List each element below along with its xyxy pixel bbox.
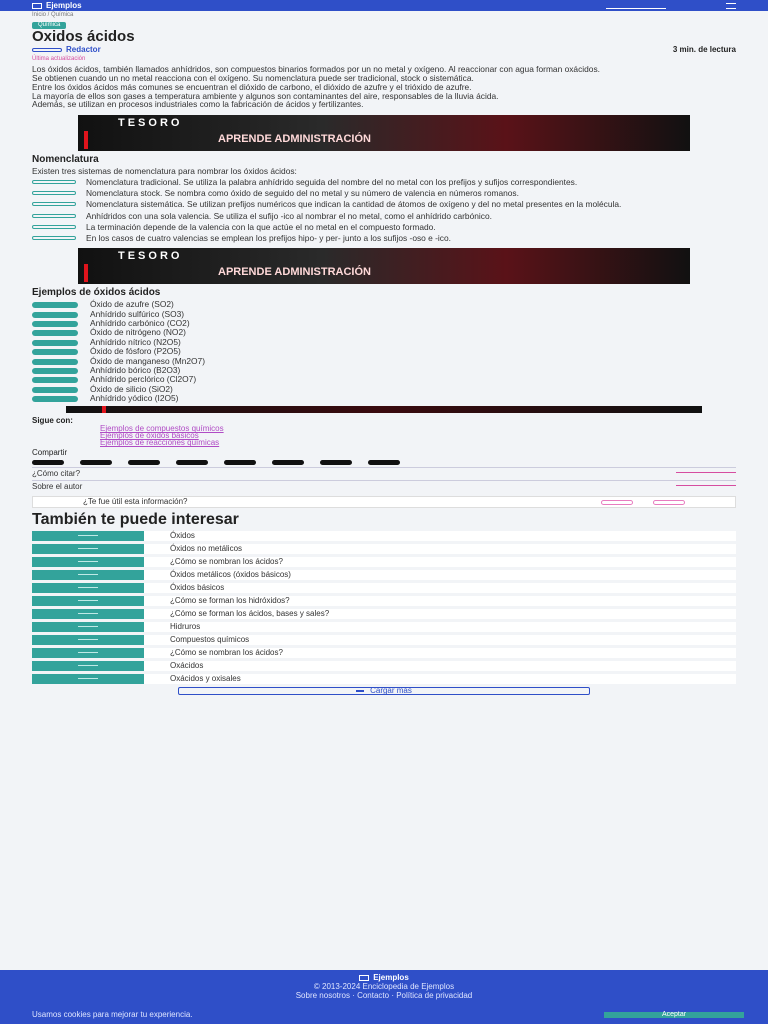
number-badge — [32, 330, 78, 336]
related-item[interactable]: Hidruros — [32, 622, 736, 632]
list-item: Anhídrido perclórico (Cl2O7) — [32, 375, 736, 384]
related-item[interactable]: ¿Cómo se forman los hidróxidos? — [32, 596, 736, 606]
ad-banner[interactable] — [78, 115, 690, 151]
arrow-icon — [78, 613, 98, 616]
nomenclature-intro: Existen tres sistemas de nomenclatura para nombrar los óxidos ácidos: — [32, 166, 297, 177]
ad-subtitle: APRENDE ADMINISTRACIÓN — [218, 266, 371, 279]
arrow-icon — [78, 639, 98, 642]
read-time: 3 min. de lectura — [672, 45, 736, 55]
bullet-icon — [32, 225, 76, 229]
chevron-down-icon — [676, 469, 736, 473]
ad-subtitle: APRENDE ADMINISTRACIÓN — [218, 133, 371, 146]
list-item: Óxido de manganeso (Mn2O7) — [32, 357, 736, 366]
related-list — [32, 531, 736, 684]
arrow-icon — [78, 678, 98, 681]
number-badge — [32, 340, 78, 346]
number-badge — [32, 377, 78, 383]
feedback-box — [32, 496, 736, 508]
arrow-icon — [78, 574, 98, 577]
arrow-icon — [78, 548, 98, 551]
list-item: La terminación depende de la valencia con la que actúe el no metal en el compuesto formado. — [32, 223, 736, 231]
arrow-icon — [78, 665, 98, 668]
arrow-icon — [78, 652, 98, 655]
share-label: Compartir — [32, 448, 68, 458]
bullet-icon — [32, 191, 76, 195]
feedback-question: ¿Te fue útil esta información? — [83, 497, 188, 507]
search-field[interactable] — [606, 3, 666, 9]
related-item[interactable]: Óxidos — [32, 531, 736, 541]
telegram-icon[interactable] — [272, 460, 304, 465]
author-name: Redactor — [66, 45, 101, 55]
menu-icon[interactable] — [726, 3, 736, 9]
list-item: Anhídrido carbónico (CO2) — [32, 319, 736, 328]
about-row[interactable] — [32, 480, 736, 492]
intro-paragraph: Entre los óxidos ácidos más comunes se encuentran el dióxido de carbono, el dióxido de azufre y el trióxido de azufre. — [32, 81, 472, 92]
list-item: Anhídridos con una sola valencia. Se utiliza el sufijo -ico al nombrar el no metal, como el anhídrido carbónico. — [32, 212, 736, 220]
number-badge — [32, 387, 78, 393]
related-item[interactable]: Óxidos no metálicos — [32, 544, 736, 554]
intro-paragraph: La mayoría de ellos son gases a temperatura ambiente y algunos son contaminantes del aire, responsables de la lluvia ácida. — [32, 90, 499, 101]
follow-links — [32, 425, 736, 446]
related-item[interactable]: ¿Cómo se forman los ácidos, bases y sales? — [32, 609, 736, 619]
number-badge — [32, 302, 78, 308]
related-item[interactable]: ¿Cómo se nombran los ácidos? — [32, 648, 736, 658]
cookie-banner — [32, 1008, 744, 1022]
related-item[interactable]: Óxidos básicos — [32, 583, 736, 593]
arrow-icon — [78, 561, 98, 564]
list-item: Óxido de silicio (SiO2) — [32, 385, 736, 394]
list-item: En los casos de cuatro valencias se emplean los prefijos hipo- y per- junto a los sufijos -oso e -ico. — [32, 234, 736, 242]
number-badge — [32, 359, 78, 365]
category-chip[interactable]: Química — [32, 22, 66, 29]
intro-paragraph: Además, se utilizan en procesos industriales como la fabricación de ácidos y fertilizantes. — [32, 99, 364, 110]
list-item: Nomenclatura sistemática. Se utilizan prefijos numéricos que indican la cantidad de átomos de oxígeno y del no metal presentes en la molécula. — [32, 200, 736, 208]
share-buttons — [32, 460, 736, 465]
list-item: Óxido de azufre (SO2) — [32, 300, 736, 309]
footer-logo[interactable]: Ejemplos — [0, 973, 768, 982]
arrow-icon — [78, 626, 98, 629]
arrow-icon — [78, 535, 98, 538]
cite-label: ¿Cómo citar? — [32, 468, 81, 478]
accept-cookies-button[interactable]: Aceptar — [604, 1012, 744, 1018]
follow-label: Sigue con: — [32, 415, 73, 425]
number-badge — [32, 321, 78, 327]
load-more-button[interactable]: Cargar más — [178, 687, 590, 695]
number-badge — [32, 349, 78, 355]
related-item[interactable]: Compuestos químicos — [32, 635, 736, 645]
ad-title: TESORO — [118, 250, 183, 263]
breadcrumb: Inicio / Química — [32, 12, 74, 18]
feedback-no-button[interactable] — [653, 500, 685, 505]
section-heading-nomenclatura: Nomenclatura — [32, 154, 99, 166]
footer-links[interactable]: Sobre nosotros · Contacto · Política de privacidad — [295, 991, 473, 1000]
logo-icon — [32, 3, 42, 9]
ad-accent — [84, 264, 88, 282]
list-item: Anhídrido sulfúrico (SO3) — [32, 310, 736, 319]
article-meta — [32, 45, 736, 55]
arrow-icon — [78, 600, 98, 603]
related-item[interactable]: Oxácidos y oxisales — [32, 674, 736, 684]
bullet-icon — [32, 236, 76, 240]
number-badge — [32, 396, 78, 402]
ad-accent — [84, 131, 88, 149]
follow-link[interactable]: Ejemplos de reacciones químicas — [100, 438, 220, 448]
intro-paragraph: Se obtienen cuando un no metal reacciona con el oxígeno. Su nomenclatura puede ser tradicional, stock o sistemática. — [32, 72, 474, 83]
related-item[interactable]: ¿Cómo se nombran los ácidos? — [32, 557, 736, 567]
about-label: Sobre el autor — [32, 482, 83, 492]
arrow-icon — [78, 587, 98, 590]
list-item: Nomenclatura stock. Se nombra como óxido de seguido del no metal y su número de valencia en números romanos. — [32, 189, 736, 197]
copy-link-icon[interactable] — [368, 460, 400, 465]
logo-text: Ejemplos — [46, 0, 82, 10]
chevron-down-icon — [676, 482, 736, 486]
linkedin-icon[interactable] — [128, 460, 160, 465]
list-item: Anhídrido nítrico (N2O5) — [32, 338, 736, 347]
footer-copyright: © 2013-2024 Enciclopedia de Ejemplos — [313, 982, 455, 991]
ad-strip[interactable] — [66, 406, 702, 413]
follow-link[interactable]: Ejemplos de óxidos básicos — [100, 431, 199, 441]
author[interactable] — [32, 45, 101, 55]
section-heading-ejemplos: Ejemplos de óxidos ácidos — [32, 287, 161, 299]
top-navbar — [0, 0, 768, 11]
intro-paragraph: Los óxidos ácidos, también llamados anhídridos, son compuestos binarios formados por un no metal y oxígeno. Al reaccionar con agua forman oxácidos. — [32, 64, 600, 75]
page-title: Oxidos ácidos — [32, 28, 135, 46]
plus-icon — [356, 690, 364, 692]
bullet-icon — [32, 202, 76, 206]
twitter-icon[interactable] — [80, 460, 112, 465]
list-item: Anhídrido bórico (B2O3) — [32, 366, 736, 375]
whatsapp-icon[interactable] — [176, 460, 208, 465]
feedback-yes-button[interactable] — [601, 500, 633, 505]
breadcrumb-section[interactable]: Química — [51, 12, 74, 18]
ad-title: TESORO — [118, 117, 183, 130]
facebook-icon[interactable] — [32, 460, 64, 465]
cookie-text: Usamos cookies para mejorar tu experiencia. — [32, 1010, 193, 1020]
print-icon[interactable] — [320, 460, 352, 465]
author-avatar — [32, 48, 62, 52]
bullet-icon — [32, 180, 76, 184]
article-intro — [32, 65, 736, 109]
logo-icon — [359, 975, 369, 981]
breadcrumb-home[interactable]: Inicio — [32, 12, 47, 18]
email-icon[interactable] — [224, 460, 256, 465]
list-item: Anhídrido yódico (I2O5) — [32, 394, 736, 403]
list-item: Óxido de fósforo (P2O5) — [32, 347, 736, 356]
follow-link[interactable]: Ejemplos de compuestos químicos — [100, 424, 224, 434]
related-heading: También te puede interesar — [32, 511, 239, 528]
list-item: Nomenclatura tradicional. Se utiliza la palabra anhídrido seguida del nombre del no metal con los prefijos y sufijos correspondientes. — [32, 178, 736, 186]
cite-row[interactable] — [32, 467, 736, 479]
ad-banner[interactable] — [78, 248, 690, 284]
bullet-icon — [32, 214, 76, 218]
site-logo[interactable] — [32, 1, 82, 11]
number-badge — [32, 368, 78, 374]
nomenclature-list — [32, 178, 736, 242]
number-badge — [32, 312, 78, 318]
list-item: Óxido de nitrógeno (NO2) — [32, 328, 736, 337]
related-item[interactable]: Óxidos metálicos (óxidos básicos) — [32, 570, 736, 580]
related-item[interactable]: Oxácidos — [32, 661, 736, 671]
updated-date: Última actualización — [32, 55, 86, 62]
examples-list — [32, 300, 736, 403]
